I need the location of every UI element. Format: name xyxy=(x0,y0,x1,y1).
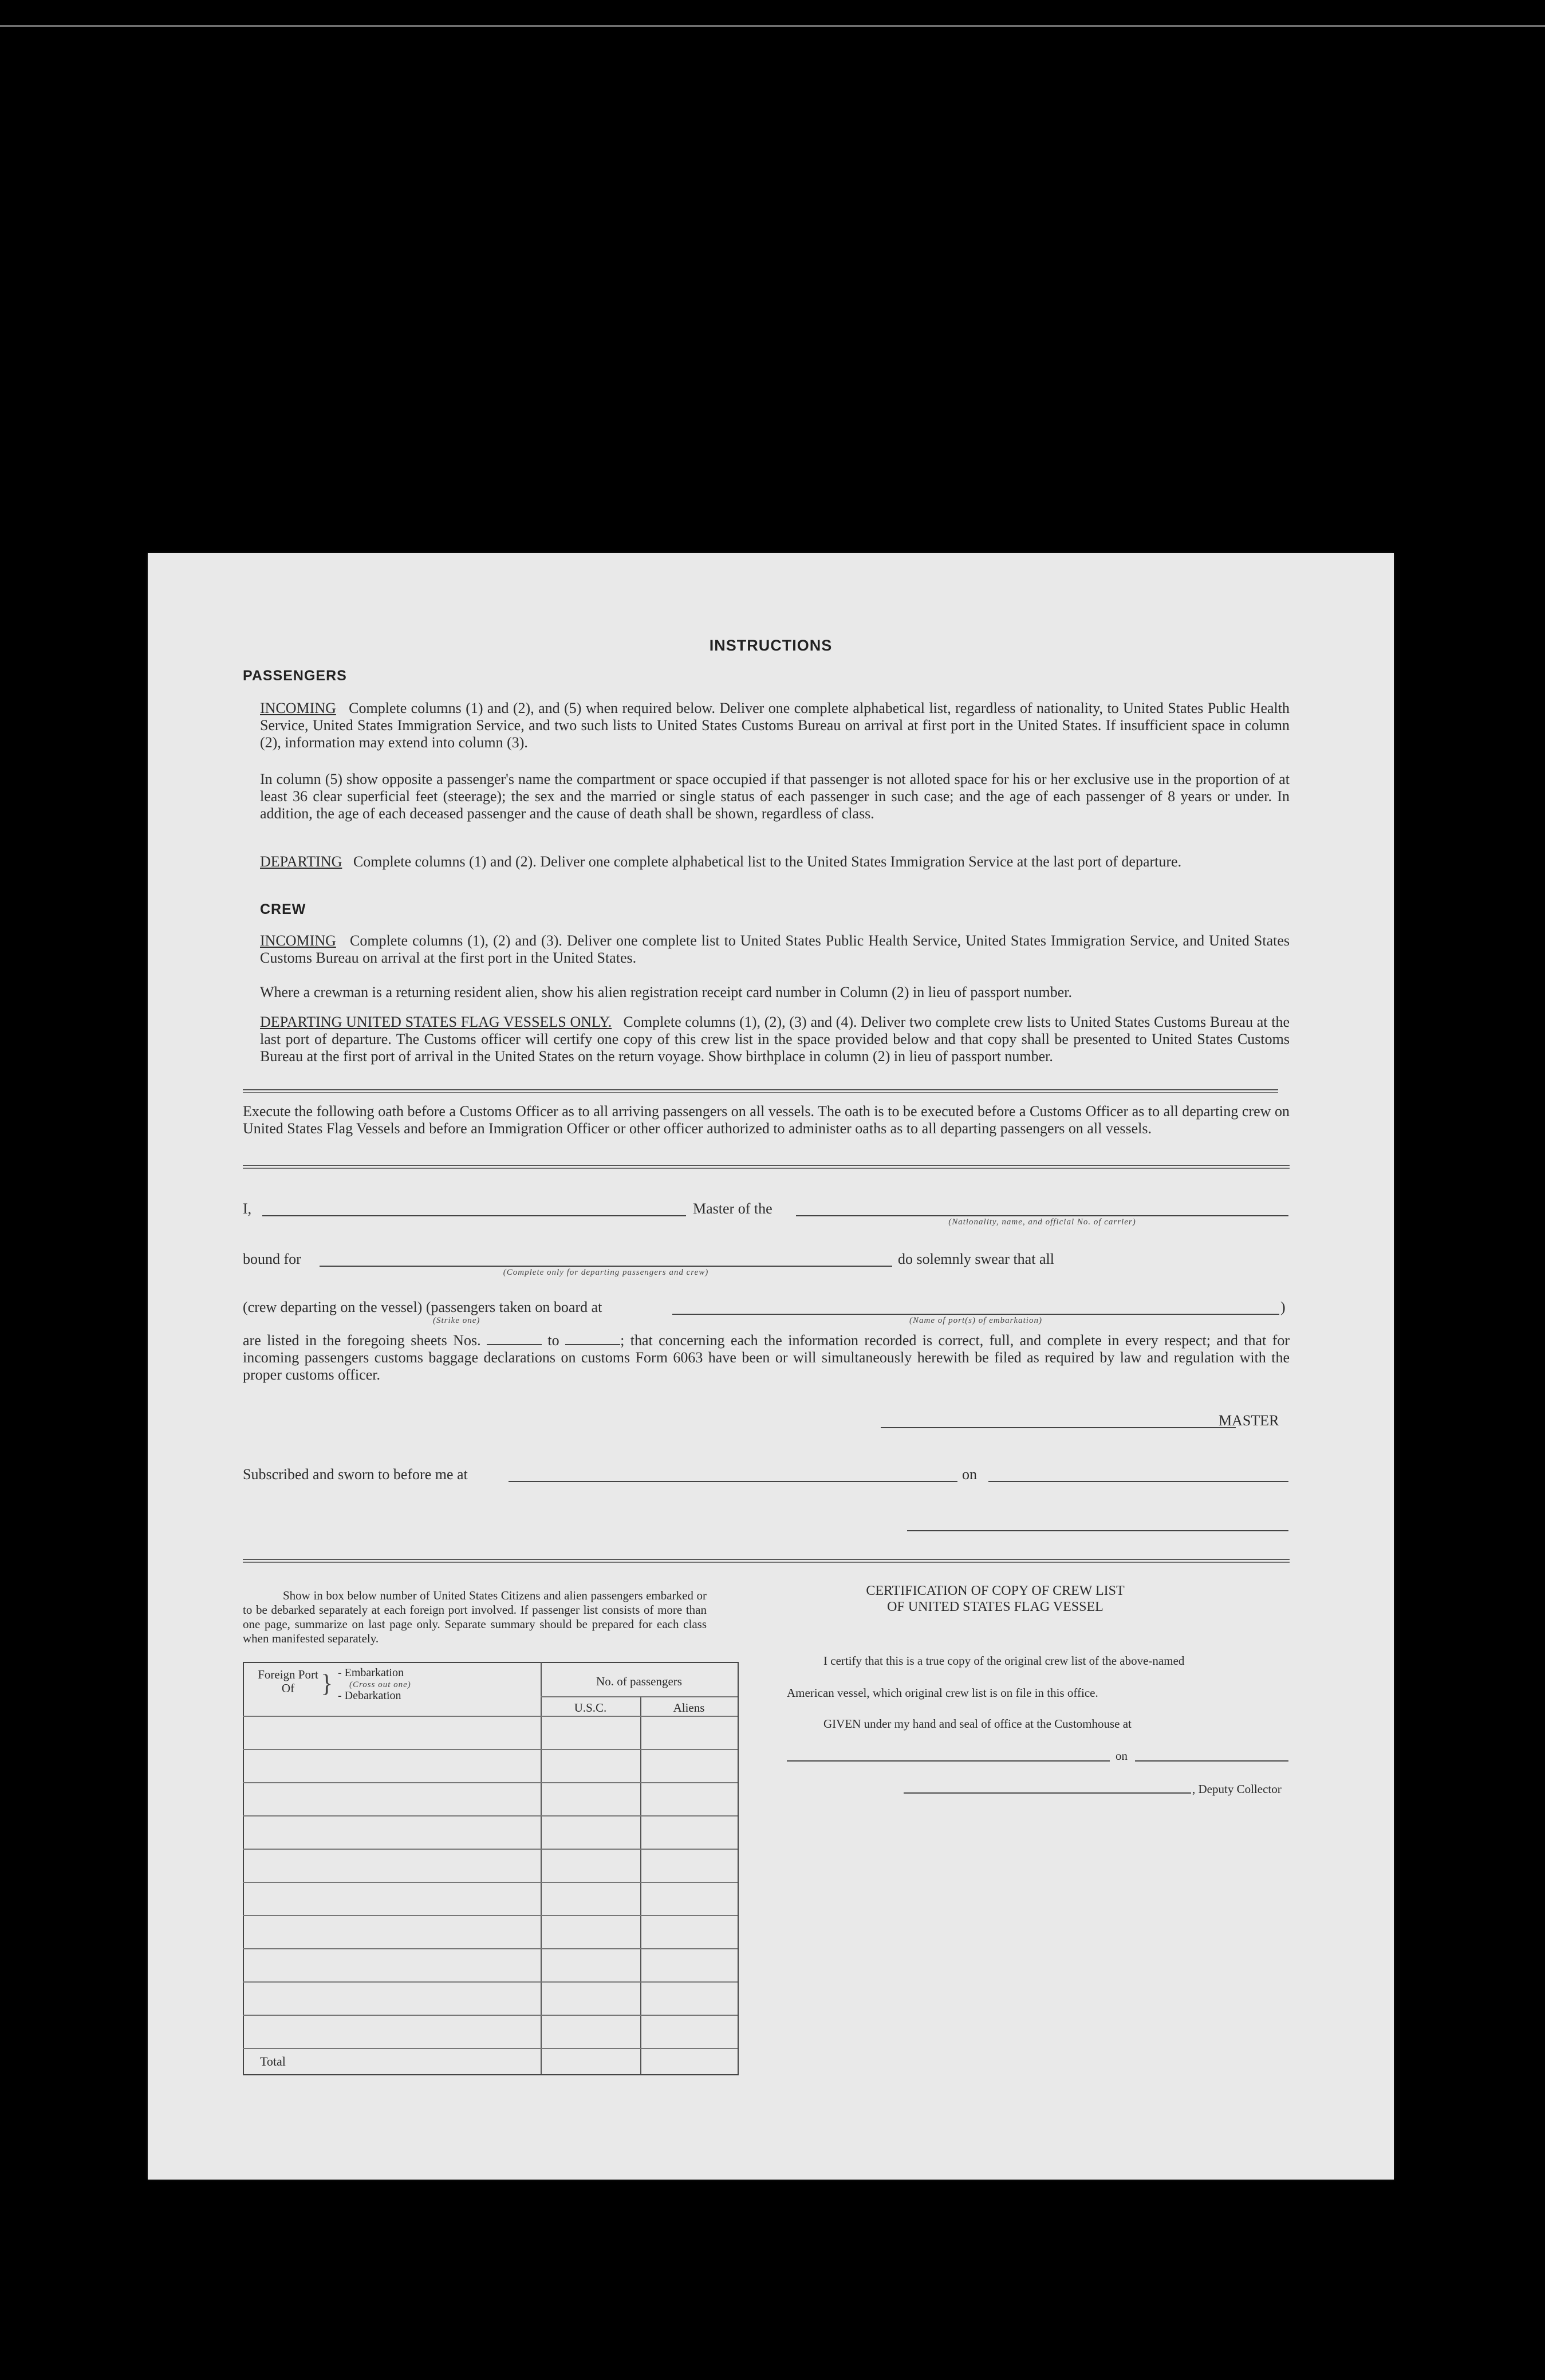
col-no-passengers: No. of passengers xyxy=(596,1674,682,1688)
close-paren: ) xyxy=(1280,1299,1286,1315)
page-title: INSTRUCTIONS xyxy=(709,637,833,654)
col-debarkation: - Debarkation xyxy=(338,1689,401,1702)
bound-for-label: bound for xyxy=(243,1251,301,1267)
table-row[interactable] xyxy=(243,1882,738,1883)
passengers-column5-paragraph: In column (5) show opposite a passenger's name the compartment or space occupied if that passenger is not alloted space for his or her exclusive use in the proportion of at least 36 clear superficial feet (steerage); the sex and the married or single status of each passenger in such case; and the age of each passenger of 8 years or under. In addition, the age of each deceased passenger and the cause of death shall be shown, regardless of class. xyxy=(260,771,1290,822)
section-divider xyxy=(243,1089,1278,1093)
subscribed-label: Subscribed and sworn to before me at xyxy=(243,1466,468,1483)
col-usc: U.S.C. xyxy=(574,1701,607,1715)
listed-paragraph xyxy=(243,1332,1290,1384)
col-aliens: Aliens xyxy=(673,1701,705,1715)
sworn-date-field[interactable] xyxy=(988,1481,1288,1482)
table-divider-ports xyxy=(541,1662,542,2074)
table-row[interactable] xyxy=(243,1948,738,1949)
customhouse-field[interactable] xyxy=(787,1760,1110,1762)
certification-heading-1: CERTIFICATION OF COPY OF CREW LIST xyxy=(866,1583,1125,1598)
bound-for-caption: (Complete only for departing passengers and crew) xyxy=(503,1268,709,1277)
oath-intro: Execute the following oath before a Customs Officer as to all arriving passengers on all vessels. The oath is to be executed before a Customs Officer as to all departing crew on United States Flag Vessels and before an Immigration Officer or other officer authorized to administer oaths as to all departing passengers on all vessels. xyxy=(243,1103,1290,1137)
table-row[interactable] xyxy=(243,1815,738,1816)
passengers-incoming-label: INCOMING xyxy=(260,700,336,716)
crew-departing-text: Complete columns (1), (2), (3) and (4). Deliver two complete crew lists to United States Customs Bureau at the last port of departure. The Customs officer will certify one copy of this crew list in the space provided below and that copy shall be presented to United States Customs Bureau at the first port of arrival in the United States on the return voyage. Show birthplace in column (2) in lieu of passport number. xyxy=(260,1014,1290,1065)
col-foreign-port: Foreign Port Of xyxy=(258,1668,318,1695)
passengers-incoming-text: Complete columns (1) and (2), and (5) when required below. Deliver one complete alphabetical list, regardless of nationality, to United States Public Health Service, United States Immigration Service, and two such lists to United States Customs Bureau on arrival at first port in the United States. If insufficient space in column (2), information may extend into column (3). xyxy=(260,700,1290,751)
certification-date-field[interactable] xyxy=(1135,1760,1288,1762)
table-header-split xyxy=(541,1696,738,1697)
oath-divider xyxy=(243,1165,1290,1169)
oath-i-label: I, xyxy=(243,1200,252,1217)
passengers-departing-label: DEPARTING xyxy=(260,853,342,870)
master-of-label: Master of the xyxy=(693,1200,772,1217)
table-total-label: Total xyxy=(260,2054,286,2068)
master-signature-field[interactable] xyxy=(881,1427,1236,1428)
embarkation-port-field[interactable] xyxy=(672,1314,1279,1315)
passengers-heading: PASSENGERS xyxy=(243,668,347,684)
table-row[interactable] xyxy=(243,1981,738,1983)
col-embarkation: - Embarkation xyxy=(338,1666,404,1679)
crew-departing-paragraph xyxy=(260,1014,1290,1065)
crew-passengers-text: (crew departing on the vessel) (passengers taken on board at xyxy=(243,1299,602,1315)
sheet-to-field[interactable] xyxy=(565,1333,620,1345)
scan-top-line xyxy=(0,25,1545,27)
port-caption: (Name of port(s) of embarkation) xyxy=(909,1316,1042,1325)
crew-incoming-text: Complete columns (1), (2) and (3). Deliver one complete list to United States Public Health Service, United States Immigration Service, and United States Customs Bureau on arrival at the first port in the United States. xyxy=(260,932,1290,966)
certification-line-2: American vessel, which original crew list is on file in this office. xyxy=(787,1686,1098,1700)
passengers-incoming-paragraph xyxy=(260,700,1290,751)
deputy-collector-signature-field[interactable] xyxy=(904,1792,1191,1794)
crew-incoming-paragraph xyxy=(260,932,1290,967)
master-name-field[interactable] xyxy=(262,1215,686,1216)
table-row[interactable] xyxy=(243,1782,738,1783)
officer-signature-field[interactable] xyxy=(907,1530,1288,1531)
passenger-summary-table xyxy=(243,1662,739,2075)
to-label: to xyxy=(547,1332,559,1349)
bound-for-field[interactable] xyxy=(320,1266,892,1267)
table-row[interactable] xyxy=(243,1915,738,1916)
swear-text: do solemnly swear that all xyxy=(898,1251,1054,1267)
table-row[interactable] xyxy=(243,1749,738,1750)
sworn-place-field[interactable] xyxy=(509,1481,957,1482)
summary-instructions: Show in box below number of United States Citizens and alien passengers embarked or to be debarked separately at each foreign port involved. If passenger list consists of more than one page, summarize on last page only. Separate summary should be prepared for each class when manifested separately. xyxy=(243,1589,707,1645)
sheet-from-field[interactable] xyxy=(487,1333,542,1345)
oath-bottom-divider xyxy=(243,1559,1290,1563)
deputy-collector-label: , Deputy Collector xyxy=(1192,1782,1282,1796)
certification-line-1: I certify that this is a true copy of the original crew list of the above-named xyxy=(823,1654,1185,1668)
certification-heading-2: OF UNITED STATES FLAG VESSEL xyxy=(887,1599,1103,1614)
master-signature-label: MASTER xyxy=(1219,1412,1279,1429)
form-page xyxy=(148,553,1394,2180)
brace-glyph: } xyxy=(321,1669,333,1697)
passengers-departing-text: Complete columns (1) and (2). Deliver one complete alphabetical list to the United States Immigration Service at the last port of departure. xyxy=(353,853,1182,870)
listed-text-1: are listed in the foregoing sheets Nos. xyxy=(243,1332,481,1349)
carrier-field[interactable] xyxy=(796,1215,1288,1216)
certification-given: GIVEN under my hand and seal of office at the Customhouse at xyxy=(823,1717,1132,1731)
table-header-bottom xyxy=(243,1716,738,1717)
crew-departing-label: DEPARTING UNITED STATES FLAG VESSELS ONLY. xyxy=(260,1014,612,1030)
crew-heading: CREW xyxy=(260,901,306,917)
certification-on: on xyxy=(1116,1749,1128,1763)
passengers-departing-paragraph xyxy=(260,853,1290,870)
col-cross-out: (Cross out one) xyxy=(349,1680,411,1689)
listed-text-2: ; that concerning each the information recorded is correct, full, and complete in every respect; and that for incoming passengers customs baggage declarations on customs Form 6063 have been or will simultaneously herewith be filed as required by law and regulation with the proper customs officer. xyxy=(243,1332,1290,1383)
table-total-row[interactable] xyxy=(243,2048,738,2049)
table-divider-usc xyxy=(640,1696,641,2074)
table-row[interactable] xyxy=(243,1849,738,1850)
crew-incoming-label: INCOMING xyxy=(260,932,336,949)
table-row[interactable] xyxy=(243,2015,738,2016)
nationality-caption: (Nationality, name, and official No. of carrier) xyxy=(948,1217,1136,1227)
strike-one-caption: (Strike one) xyxy=(433,1316,480,1325)
sworn-on-label: on xyxy=(962,1466,977,1483)
crew-resident-paragraph: Where a crewman is a returning resident alien, show his alien registration receipt card number in Column (2) in lieu of passport number. xyxy=(260,984,1073,1000)
